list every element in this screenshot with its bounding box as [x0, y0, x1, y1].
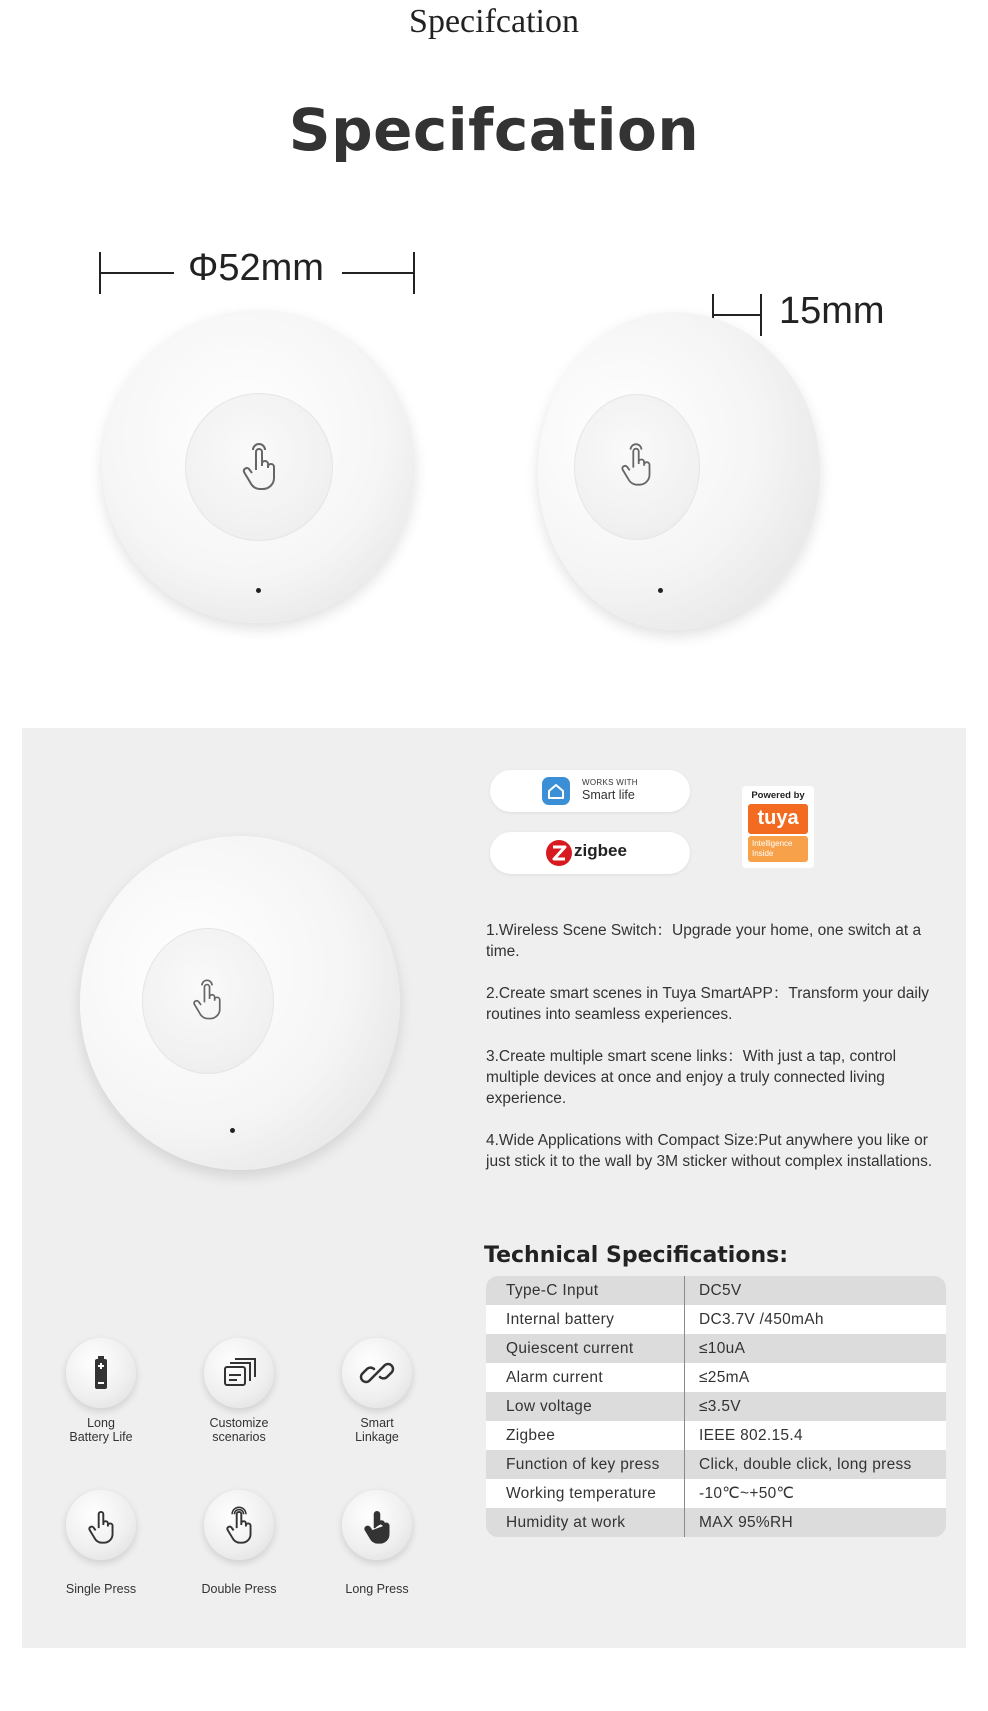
- feature-label: Customize scenarios: [209, 1416, 269, 1444]
- feature-label: Smart Linkage: [355, 1416, 399, 1444]
- spec-row: Zigbee IEEE 802.15.4: [486, 1421, 946, 1450]
- feature-label: Long Press: [345, 1582, 409, 1596]
- zigbee-logo-icon: [546, 840, 572, 866]
- smartlife-badge: WORKS WITH Smart life: [490, 770, 690, 812]
- spec-row: Type-C Input DC5V: [486, 1276, 946, 1305]
- feature-paragraph: 1.Wireless Scene Switch：Upgrade your home, one switch at a time.: [486, 922, 922, 960]
- long-press-icon: [342, 1490, 412, 1560]
- feature-label: Single Press: [65, 1582, 137, 1596]
- tuya-badge: Powered by tuya Intelligence Inside: [742, 786, 814, 868]
- diameter-label: Φ52mm: [188, 247, 324, 289]
- smartlife-home-icon: [542, 777, 570, 805]
- touch-hand-icon: [618, 440, 654, 488]
- spec-row: Quiescent current ≤10uA: [486, 1334, 946, 1363]
- spec-row: Function of key press Click, double click, long press: [486, 1450, 946, 1479]
- spec-row: Low voltage ≤3.5V: [486, 1392, 946, 1421]
- battery-icon: [66, 1338, 136, 1408]
- feature-paragraph: 2.Create smart scenes in Tuya SmartAPP：Transform your daily routines into seamless experiences.: [486, 985, 930, 1023]
- link-icon: [342, 1338, 412, 1408]
- spec-row: Working temperature -10℃~+50℃: [486, 1479, 946, 1508]
- double-press-icon: [204, 1490, 274, 1560]
- device-side-image: [538, 312, 820, 630]
- device-panel-image: [80, 836, 400, 1170]
- spec-row: Internal battery DC3.7V /450mAh: [486, 1305, 946, 1334]
- spec-title: Technical Specifications:: [484, 1243, 789, 1268]
- feature-paragraph: 4.Wide Applications with Compact Size:Put anywhere you like or just stick it to the wall by 3M sticker without complex installations.: [486, 1132, 933, 1170]
- spec-row: Alarm current ≤25mA: [486, 1363, 946, 1392]
- spec-row: Humidity at work MAX 95%RH: [486, 1508, 946, 1537]
- scenarios-icon: [204, 1338, 274, 1408]
- device-side-button: [574, 394, 700, 540]
- feature-label: Double Press: [201, 1582, 277, 1596]
- feature-paragraph: 3.Create multiple smart scene links：With just a tap, control multiple devices at once and enjoy a truly connected living experience.: [486, 1048, 897, 1107]
- device-front-button: [185, 393, 333, 541]
- device-panel-button: [142, 928, 274, 1074]
- single-press-icon: [66, 1490, 136, 1560]
- banner-title: Specifcation: [288, 96, 700, 164]
- touch-hand-icon: [190, 976, 224, 1022]
- device-front-image: [102, 310, 415, 623]
- touch-hand-icon: [239, 440, 279, 492]
- spec-table: [486, 1276, 946, 1537]
- page-title: Specifcation: [409, 3, 579, 40]
- thickness-label: 15mm: [779, 290, 885, 332]
- feature-label: Long Battery Life: [69, 1416, 133, 1444]
- zigbee-badge: zigbee: [490, 832, 690, 874]
